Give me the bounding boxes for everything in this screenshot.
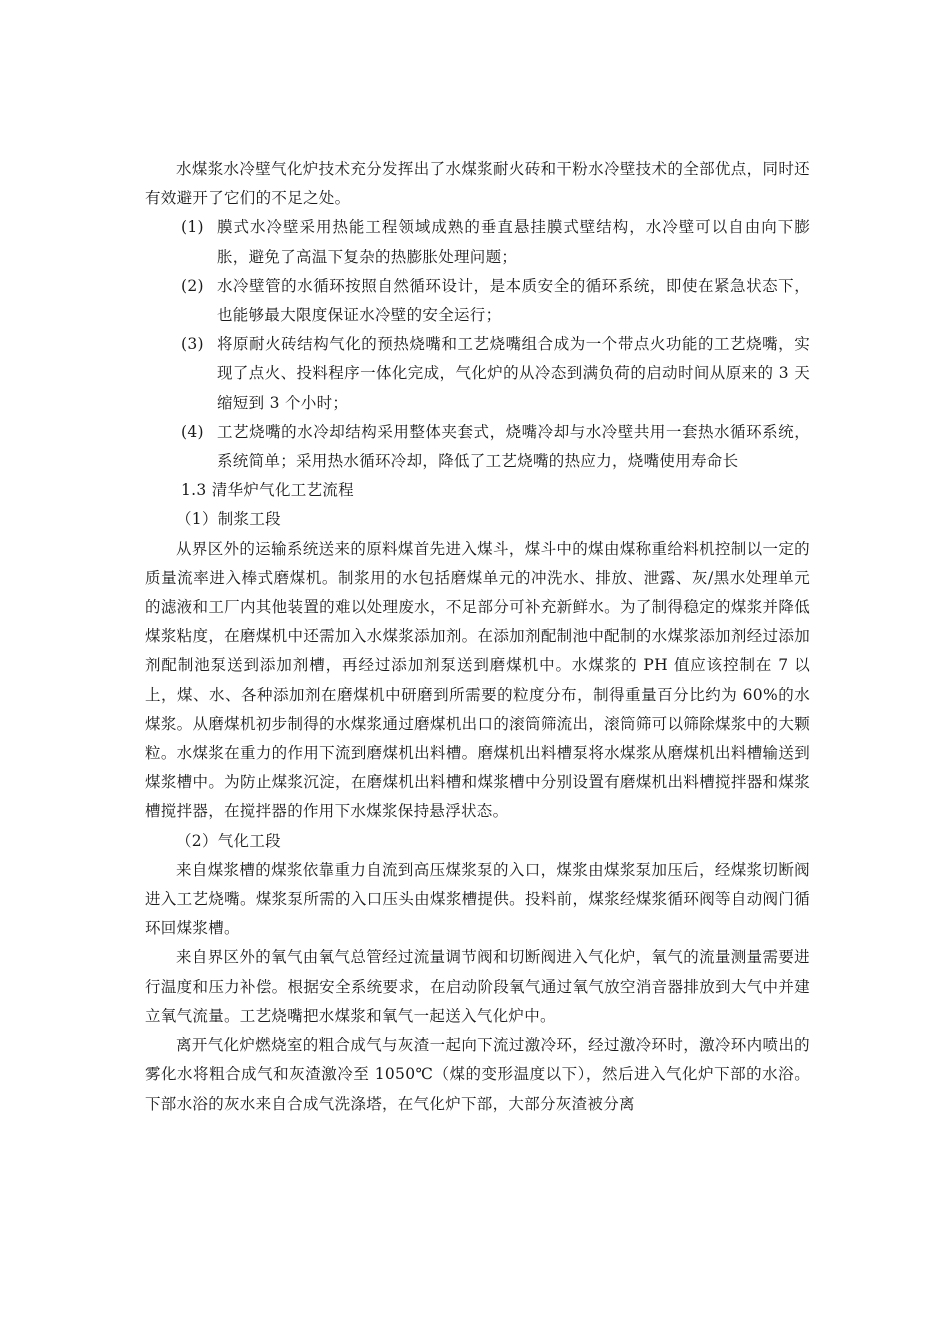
list-number: (1)	[181, 218, 204, 237]
gasification-paragraph-3: 离开气化炉燃烧室的粗合成气与灰渣一起向下流过激冷环，经过激冷环时，激冷环内喷出的雾化水将粗合成气和灰渣激冷至 1050℃（煤的变形温度以下），然后进入气化炉下部的水浴。下部水浴的灰水来自合成气洗涤塔，在气化炉下部，大部分灰渣被分离	[145, 1036, 810, 1113]
document-body	[145, 155, 810, 1119]
list-item-3	[145, 330, 810, 418]
gasification-paragraph-2: 来自界区外的氧气由氧气总管经过流量调节阀和切断阀进入气化炉，氧气的流量测量需要进行温度和压力补偿。根据安全系统要求，在启动阶段氧气通过氧气放空消音器排放到大气中并建立氧气流量。工艺烧嘴把水煤浆和氧气一起送入气化炉中。	[145, 948, 810, 1025]
slurry-paragraph: 从界区外的运输系统送来的原料煤首先进入煤斗，煤斗中的煤由煤称重给料机控制以一定的质量流率进入棒式磨煤机。制浆用的水包括磨煤单元的冲洗水、排放、泄露、灰/黑水处理单元的滤液和工厂内其他装置的难以处理废水，不足部分可补充新鲜水。为了制得稳定的煤浆并降低煤浆粘度，在磨煤机中还需加入水煤浆添加剂。在添加剂配制池中配制的水煤浆添加剂经过添加剂配制池泵送到添加剂槽，再经过添加剂泵送到磨煤机中。水煤浆的 PH 值应该控制在 7 以上，煤、水、各种添加剂在磨煤机中研磨到所需要的粒度分布，制得重量百分比约为 60%的水煤浆。从磨煤机初步制得的水煤浆通过磨煤机出口的滚筒筛流出，滚筒筛可以筛除煤浆中的大颗粒。水煤浆在重力的作用下流到磨煤机出料槽。磨煤机出料槽泵将水煤浆从磨煤机出料槽输送到煤浆槽中。为防止煤浆沉淀，在磨煤机出料槽和煤浆槽中分别设置有磨煤机出料槽搅拌器和煤浆槽搅拌器，在搅拌器的作用下水煤浆保持悬浮状态。	[145, 539, 810, 821]
list-number: (2)	[181, 276, 204, 295]
list-text: 水冷壁管的水循环按照自然循环设计，是本质安全的循环系统，即使在紧急状态下，也能够最大限度保证水冷壁的安全运行；	[217, 276, 810, 325]
subsection-heading-gasification: （2）气化工段	[176, 831, 281, 850]
section-heading: 1.3 清华炉气化工艺流程	[181, 481, 354, 500]
list-item-4	[145, 418, 810, 476]
list-item-1	[145, 213, 810, 271]
list-text: 工艺烧嘴的水冷却结构采用整体夹套式，烧嘴冷却与水冷壁共用一套热水循环系统，系统简单；采用热水循环冷却，降低了工艺烧嘴的热应力，烧嘴使用寿命长	[217, 422, 810, 471]
list-number: (3)	[181, 335, 204, 354]
list-text: 膜式水冷壁采用热能工程领域成熟的垂直悬挂膜式壁结构，水冷壁可以自由向下膨胀，避免了高温下复杂的热膨胀处理问题；	[217, 218, 810, 266]
list-item-2	[145, 272, 810, 330]
gasification-paragraph-1: 来自煤浆槽的煤浆依靠重力自流到高压煤浆泵的入口，煤浆由煤浆泵加压后，经煤浆切断阀进入工艺烧嘴。煤浆泵所需的入口压头由煤浆槽提供。投料前，煤浆经煤浆循环阀等自动阀门循环回煤浆槽。	[145, 860, 810, 938]
list-text: 将原耐火砖结构气化的预热烧嘴和工艺烧嘴组合成为一个带点火功能的工艺烧嘴，实现了点火、投料程序一体化完成，气化炉的从冷态到满负荷的启动时间从原来的 3 天缩短到 3 个小时；	[217, 335, 810, 412]
subsection-heading-slurry: （1）制浆工段	[176, 510, 281, 529]
intro-paragraph: 水煤浆水冷壁气化炉技术充分发挥出了水煤浆耐火砖和干粉水冷壁技术的全部优点，同时还有效避开了它们的不足之处。	[145, 160, 810, 208]
list-number: (4)	[181, 422, 204, 441]
